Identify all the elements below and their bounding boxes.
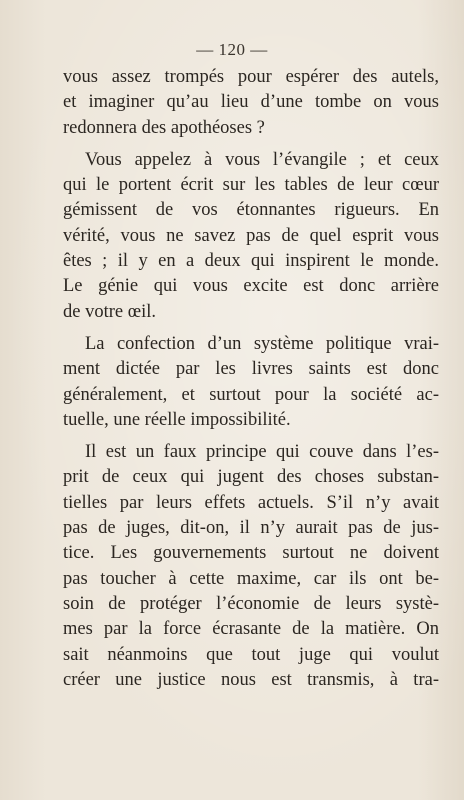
paragraph-gap <box>63 325 439 332</box>
text-line: redonnera des apothéoses ? <box>63 117 265 138</box>
text-line: soin de protéger l’économie de leurs systè- <box>63 593 439 614</box>
text-line: qui le portent écrit sur les tables de leur cœur <box>63 175 439 196</box>
text-line: pas toucher à cette maxime, car ils ont be- <box>63 568 439 589</box>
text-line: tielles par leurs effets actuels. S’il n’y avait <box>63 492 439 513</box>
text-line: Il est un faux principe qui couve dans l’es- <box>85 442 439 463</box>
text-line: gémissent de vos étonnantes rigueurs. En <box>63 200 439 221</box>
text-line: Le génie qui vous excite est donc arrière <box>63 276 439 297</box>
paragraph-gap <box>63 141 439 148</box>
text-line: de votre œil. <box>63 301 156 322</box>
text-line: mes par la force écrasante de la matière. On <box>63 619 439 640</box>
text-line: et imaginer qu’au lieu d’une tombe on vous <box>63 92 439 113</box>
text-line: ment dictée par les livres saints est donc <box>63 359 439 380</box>
text-line: tice. Les gouvernements surtout ne doivent <box>63 543 439 564</box>
text-line: La confection d’un système politique vrai- <box>85 333 439 354</box>
paragraph <box>63 65 439 141</box>
text-line: vous assez trompés pour espérer des autels, <box>63 67 439 87</box>
paragraph <box>63 148 439 325</box>
text-line: prit de ceux qui jugent des choses substan- <box>63 467 439 488</box>
text-line: êtes ; il y en a deux qui inspirent le monde. <box>63 251 439 272</box>
text-line: vérité, vous ne savez pas de quel esprit vous <box>63 225 439 246</box>
text-line: pas de juges, dit-on, il n’y aurait pas de jus- <box>63 518 439 539</box>
text-line: créer une justice nous est transmis, à tra- <box>63 669 439 690</box>
text-line: Vous appelez à vous l’évangile ; et ceux <box>85 149 439 170</box>
page-number: — 120 — <box>196 40 268 59</box>
paragraph <box>63 440 439 693</box>
paragraph <box>63 332 439 433</box>
text-line: tuelle, une réelle impossibilité. <box>63 409 291 430</box>
paragraph-gap <box>63 433 439 440</box>
body-text <box>63 65 439 693</box>
text-line: généralement, et surtout pour la société ac- <box>63 384 439 405</box>
text-line: sait néanmoins que tout juge qui voulut <box>63 644 439 665</box>
